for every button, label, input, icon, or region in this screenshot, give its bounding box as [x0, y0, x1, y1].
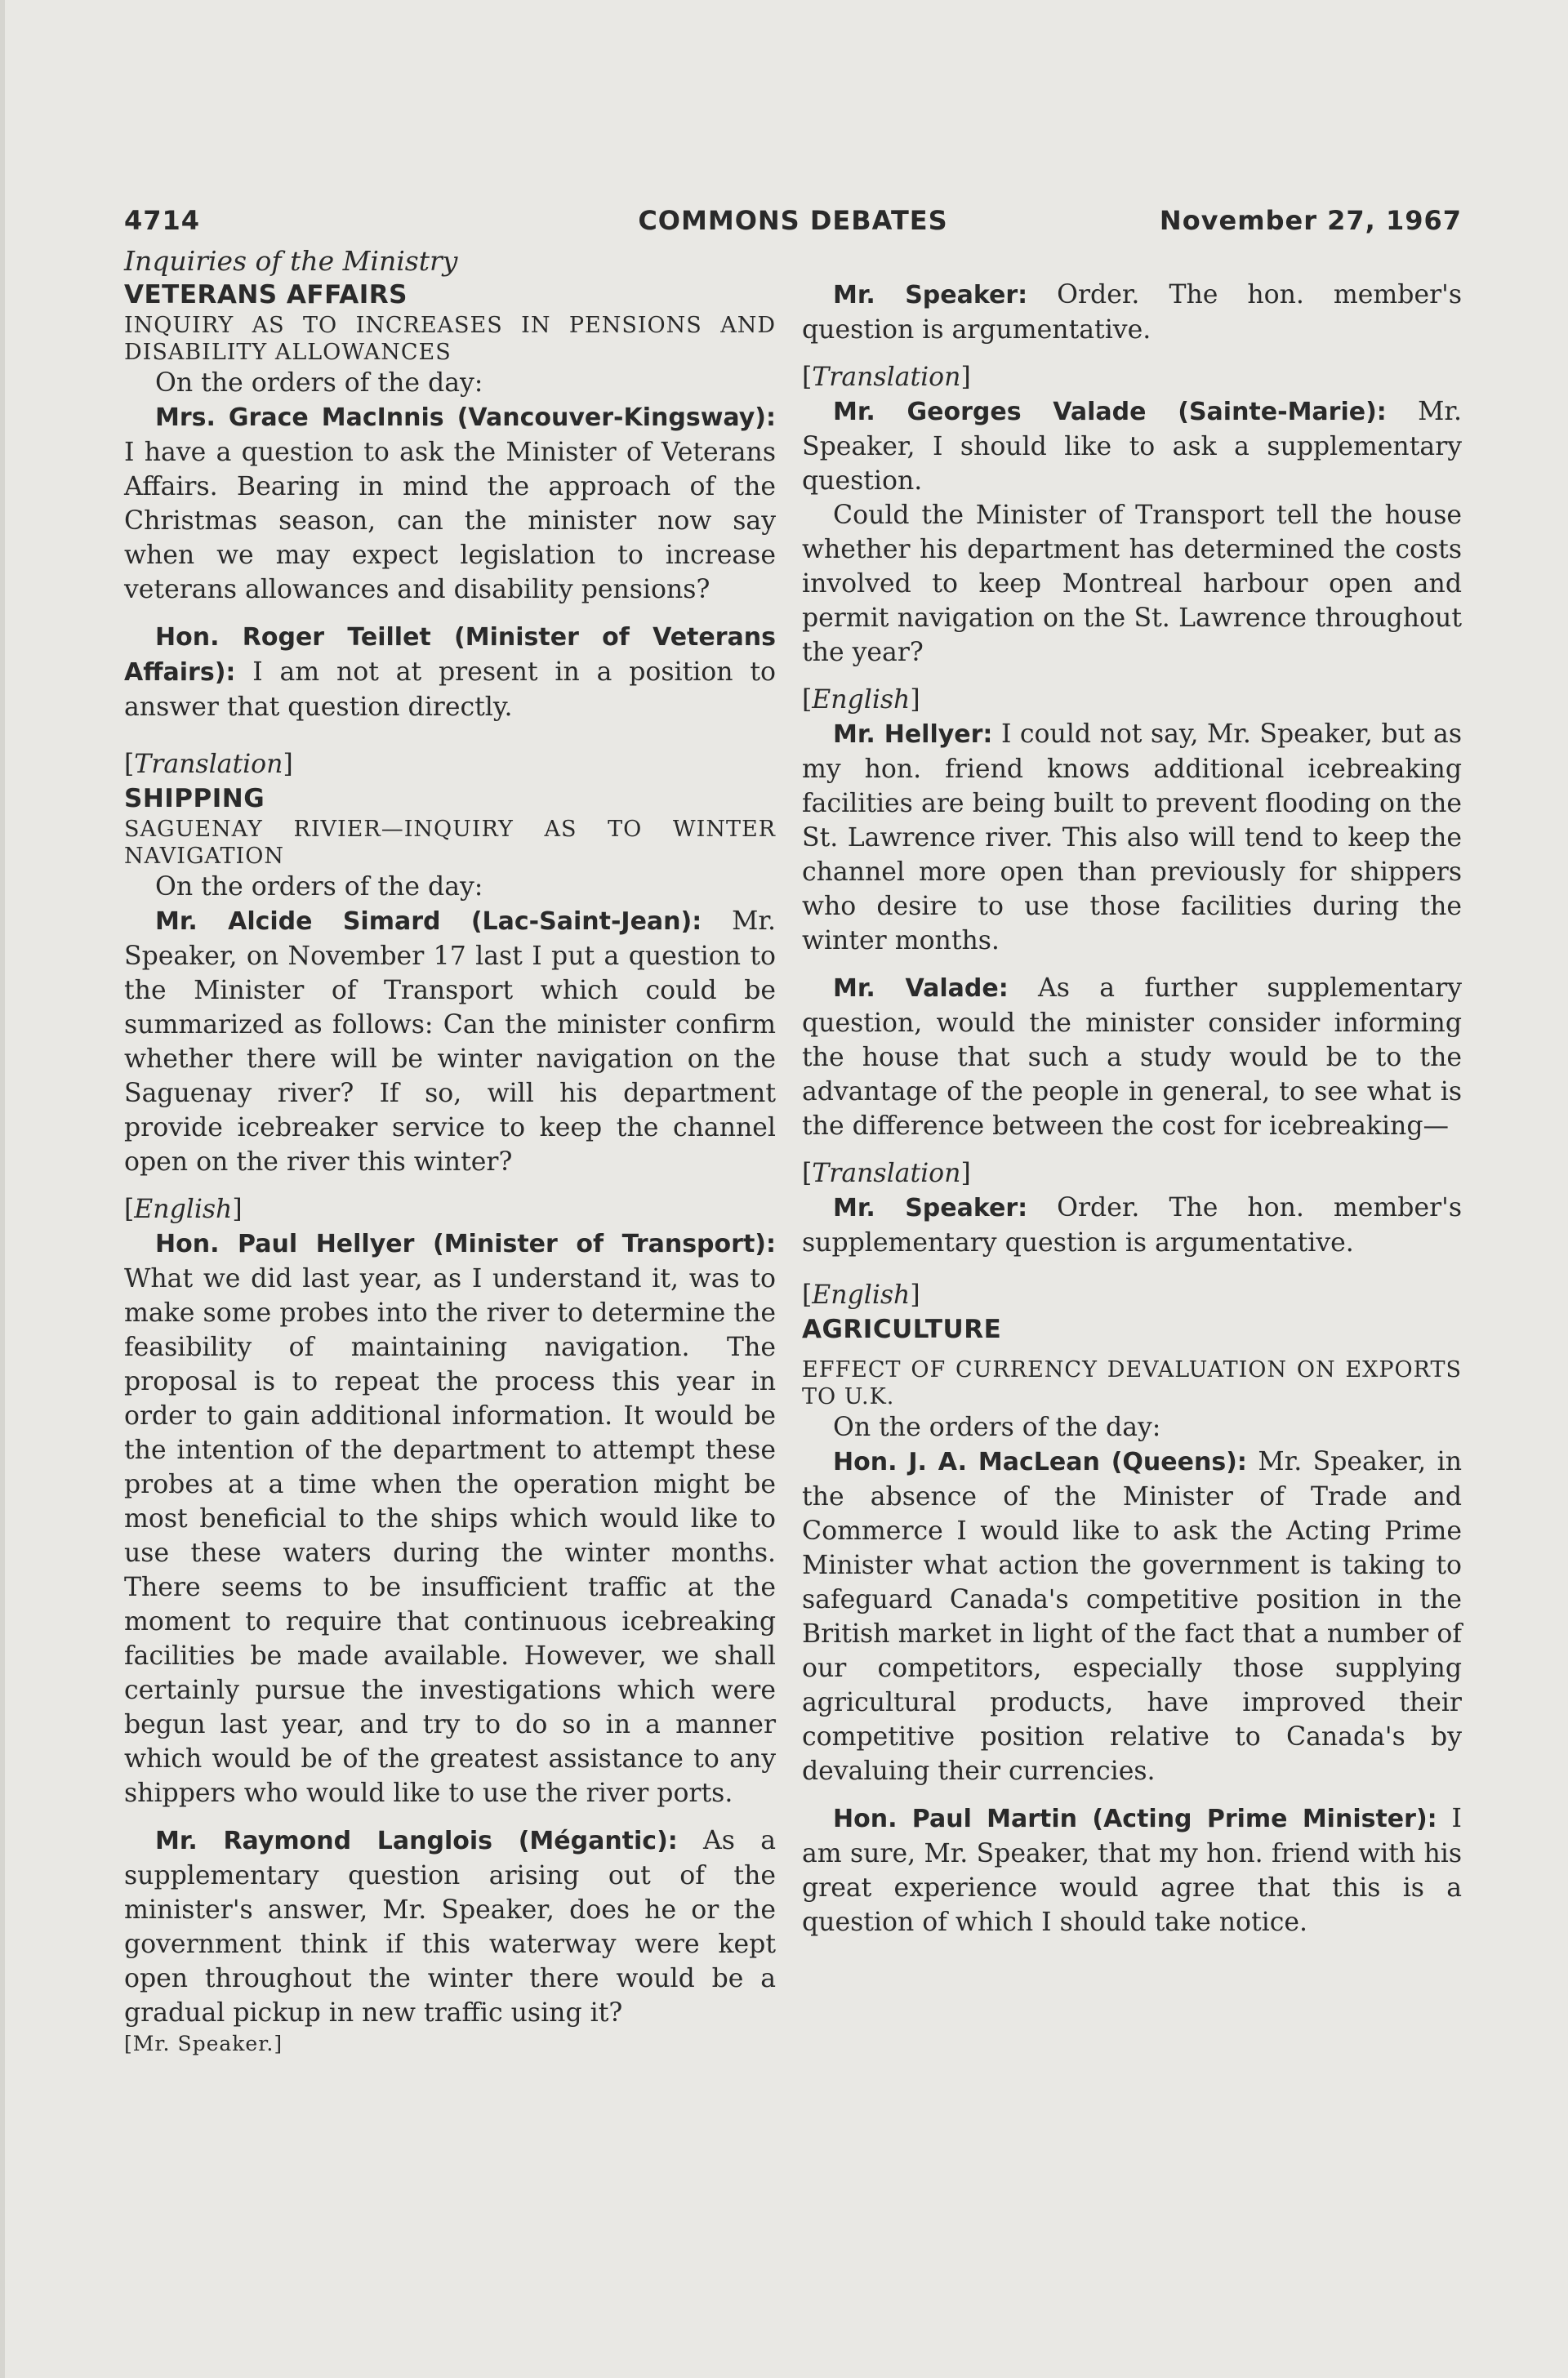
speaker-name: Mr. Georges Valade (Sainte-Marie):: [833, 398, 1387, 426]
orders-of-day: On the orders of the day:: [155, 872, 483, 902]
speech-text: I am sure, Mr. Speaker, that my hon. friend with his great experience would agree that this is a question of which I should take notice.: [802, 1804, 1462, 1937]
page-edge: [0, 0, 5, 2378]
page-footer: [Mr. Speaker.]: [124, 2032, 283, 2055]
language-tag: [Translation]: [802, 363, 971, 392]
speech-paragraph: [802, 1191, 1462, 1260]
speaker-name: Mr. Speaker:: [833, 1194, 1028, 1222]
speech-paragraph: Could the Minister of Transport tell the house whether his department has determined the costs involved to keep Montreal harbour open and permit navigation on the St. Lawrence throughout the year?: [802, 501, 1462, 667]
section-title-shipping: SHIPPING: [124, 784, 265, 813]
language-tag: [Translation]: [802, 1159, 971, 1188]
page-number: 4714: [124, 205, 201, 236]
speech-paragraph: [124, 1227, 776, 1810]
speaker-name: Hon. Roger Teillet (Minister of Veterans Affairs):: [124, 623, 776, 687]
speech-paragraph: [124, 620, 776, 724]
speech-text: Mr. Speaker, in the absence of the Minister of Trade and Commerce I would like to ask the Acting Prime Minister what action the government is taking to safeguard Canada's competitive position in the British market in light of the fact that a number of our competitors, especially those supplying agricultural products, have improved their competitive position relative to Canada's by devaluing their currencies.: [802, 1447, 1462, 1786]
speech-text: As a supplementary question arising out of the minister's answer, Mr. Speaker, does he or the government think if this waterway were kept open throughout the winter there would be a gradual pickup in new traffic using it?: [124, 1826, 776, 2028]
speaker-name: Hon. Paul Martin (Acting Prime Minister):: [833, 1805, 1437, 1833]
speech-text: As a further supplementary question, would the minister consider informing the house that such a study would be to the advantage of the people in general, to see what is the difference between the cost for icebreaking—: [802, 973, 1463, 1141]
section-title-veterans: VETERANS AFFAIRS: [124, 280, 408, 309]
language-tag: [Translation]: [124, 750, 293, 779]
speech-paragraph: [124, 400, 776, 607]
speech-text: Mr. Speaker, on November 17 last I put a question to the Minister of Transport which could be summarized as follows: Can the minister confirm whether there will be winter navigation on the Saguenay river? If so, will his department provide icebreaker service to keep the channel open on the river this winter?: [124, 906, 776, 1177]
right-column: [802, 245, 1462, 1939]
speaker-name: Mr. Hellyer:: [833, 720, 993, 749]
inquiry-heading-agriculture: EFFECT OF CURRENCY DEVALUATION ON EXPORTS TO U.K.: [802, 1357, 1462, 1409]
speaker-name: Mrs. Grace MacInnis (Vancouver-Kingsway):: [155, 403, 776, 432]
speech-text: Order. The hon. member's supplementary question is argumentative.: [802, 1193, 1462, 1258]
speaker-name: Mr. Raymond Langlois (Mégantic):: [155, 1827, 678, 1855]
speaker-name: Mr. Valade:: [833, 974, 1009, 1003]
speech-paragraph: [802, 1445, 1462, 1788]
left-column: [124, 245, 776, 2058]
section-title-agriculture: AGRICULTURE: [802, 1315, 1002, 1344]
speaker-name: Hon. J. A. MacLean (Queens):: [833, 1448, 1247, 1476]
speech-text: Order. The hon. member's question is argumentative.: [802, 280, 1462, 345]
inquiry-heading-veterans: INQUIRY AS TO INCREASES IN PENSIONS AND DISABILITY ALLOWANCES: [124, 313, 776, 365]
speech-paragraph: [802, 394, 1462, 498]
page-header: [124, 205, 1462, 241]
language-tag: [English]: [802, 1280, 920, 1310]
speech-text: I am not at present in a position to answer that question directly.: [124, 657, 776, 722]
speech-paragraph: [802, 278, 1462, 347]
speaker-name: Mr. Speaker:: [833, 281, 1028, 309]
speech-paragraph: [802, 717, 1462, 958]
speech-text: I have a question to ask the Minister of Veterans Affairs. Bearing in mind the approach of the Christmas season, can the minister now say when we may expect legislation to increase veterans allowances and disability pensions?: [124, 438, 776, 604]
speech-text: Mr. Speaker, I should like to ask a supplementary question.: [802, 397, 1462, 496]
inquiry-heading-shipping: SAGUENAY RIVIER—INQUIRY AS TO WINTER NAVIGATION: [124, 817, 776, 869]
speaker-name: Hon. Paul Hellyer (Minister of Transport):: [155, 1230, 776, 1258]
speech-paragraph: [802, 971, 1462, 1143]
language-tag: [English]: [124, 1195, 243, 1224]
section-subheading: Inquiries of the Ministry: [124, 245, 458, 277]
publication-date: November 27, 1967: [1159, 205, 1462, 236]
language-tag: [English]: [802, 685, 920, 715]
orders-of-day: On the orders of the day:: [155, 368, 483, 398]
orders-of-day: On the orders of the day:: [833, 1413, 1161, 1442]
speech-paragraph: [124, 904, 776, 1179]
publication-title: COMMONS DEBATES: [638, 205, 948, 236]
speaker-name: Mr. Alcide Simard (Lac-Saint-Jean):: [155, 907, 702, 936]
speech-paragraph: [802, 1801, 1462, 1939]
speech-text: What we did last year, as I understand it, was to make some probes into the river to determine the feasibility of maintaining navigation. The proposal is to repeat the process this year in order to gain additional information. It would be the intention of the department to attempt these probes at a time when the operation might be most beneficial to the ships which would like to use these waters during the winter months. There seems to be insufficient traffic at the moment to require that continuous icebreaking facilities be made available. However, we shall certainly pursue the investigations which were begun last year, and try to do so in a manner which would be of the greatest assistance to any shippers who would like to use the river ports.: [124, 1264, 776, 1808]
speech-text: I could not say, Mr. Speaker, but as my hon. friend knows additional icebreaking facilities are being built to prevent flooding on the St. Lawrence river. This also will tend to keep the channel more open than previously for shippers who desire to use those facilities during the winter months.: [802, 719, 1462, 955]
speech-paragraph: [124, 1824, 776, 2030]
